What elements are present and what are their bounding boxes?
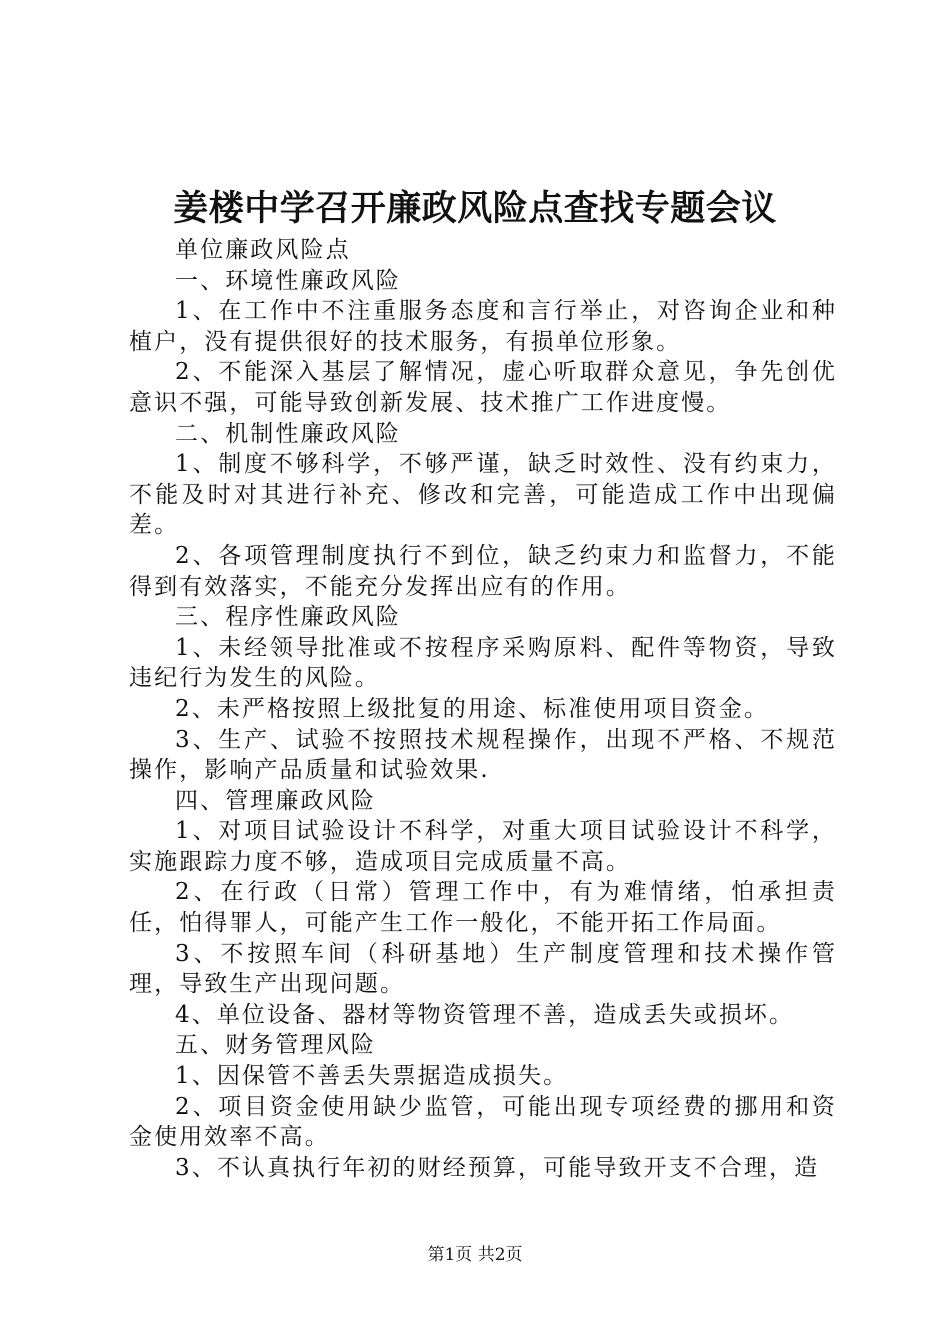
paragraph: 2、在行政（日常）管理工作中，有为难情绪，怕承担责任，怕得罪人，可能产生工作一般化，不能开拓工作局面。 [129,879,837,937]
paragraph-section-intro: 单位廉政风险点 [175,237,351,263]
paragraph: 1、未经领导批准或不按程序采购原料、配件等物资，导致违纪行为发生的风险。 [129,634,837,692]
heading-environment-risk: 一、环境性廉政风险 [175,267,401,294]
paragraph: 1、在工作中不注重服务态度和言行举止，对咨询企业和种植户，没有提供很好的技术服务，有损单位形象。 [129,298,837,355]
paragraph: 2、未严格按照上级批复的用途、标准使用项目资金。 [175,695,770,722]
heading-management-risk: 四、管理廉政风险 [175,787,376,814]
paragraph: 1、因保管不善丢失票据造成损失。 [175,1063,569,1090]
paragraph: 4、单位设备、器材等物资管理不善，造成丢失或损坏。 [175,1001,795,1028]
paragraph: 2、各项管理制度执行不到位，缺乏约束力和监督力，不能得到有效落实，不能充分发挥出应有的作用。 [129,542,837,600]
paragraph: 2、不能深入基层了解情况，虚心听取群众意见，争先创优意识不强，可能导致创新发展、技术推广工作进度慢。 [129,359,837,416]
paragraph: 3、生产、试验不按照技术规程操作，出现不严格、不规范操作，影响产品质量和试验效果. [129,726,837,784]
paragraph: 3、不认真执行年初的财经预算，可能导致开支不合理，造 [175,1154,820,1181]
page-number-footer: 第1页 共2页 [427,1245,523,1265]
paragraph: 2、项目资金使用缺少监管，可能出现专项经费的挪用和资金使用效率不高。 [129,1093,837,1151]
heading-mechanism-risk: 二、机制性廉政风险 [175,420,401,447]
page-title: 姜楼中学召开廉政风险点查找专题会议 [173,188,777,229]
heading-procedure-risk: 三、程序性廉政风险 [175,604,401,631]
paragraph: 1、对项目试验设计不科学，对重大项目试验设计不科学，实施跟踪力度不够，造成项目完成质量不高。 [129,818,837,875]
paragraph: 1、制度不够科学，不够严谨，缺乏时效性、没有约束力，不能及时对其进行补充、修改和完善，可能造成工作中出现偏差。 [129,451,837,539]
paragraph: 3、不按照车间（科研基地）生产制度管理和技术操作管理，导致生产出现问题。 [129,940,837,998]
heading-finance-risk: 五、财务管理风险 [175,1032,376,1059]
document-body [129,235,837,1183]
